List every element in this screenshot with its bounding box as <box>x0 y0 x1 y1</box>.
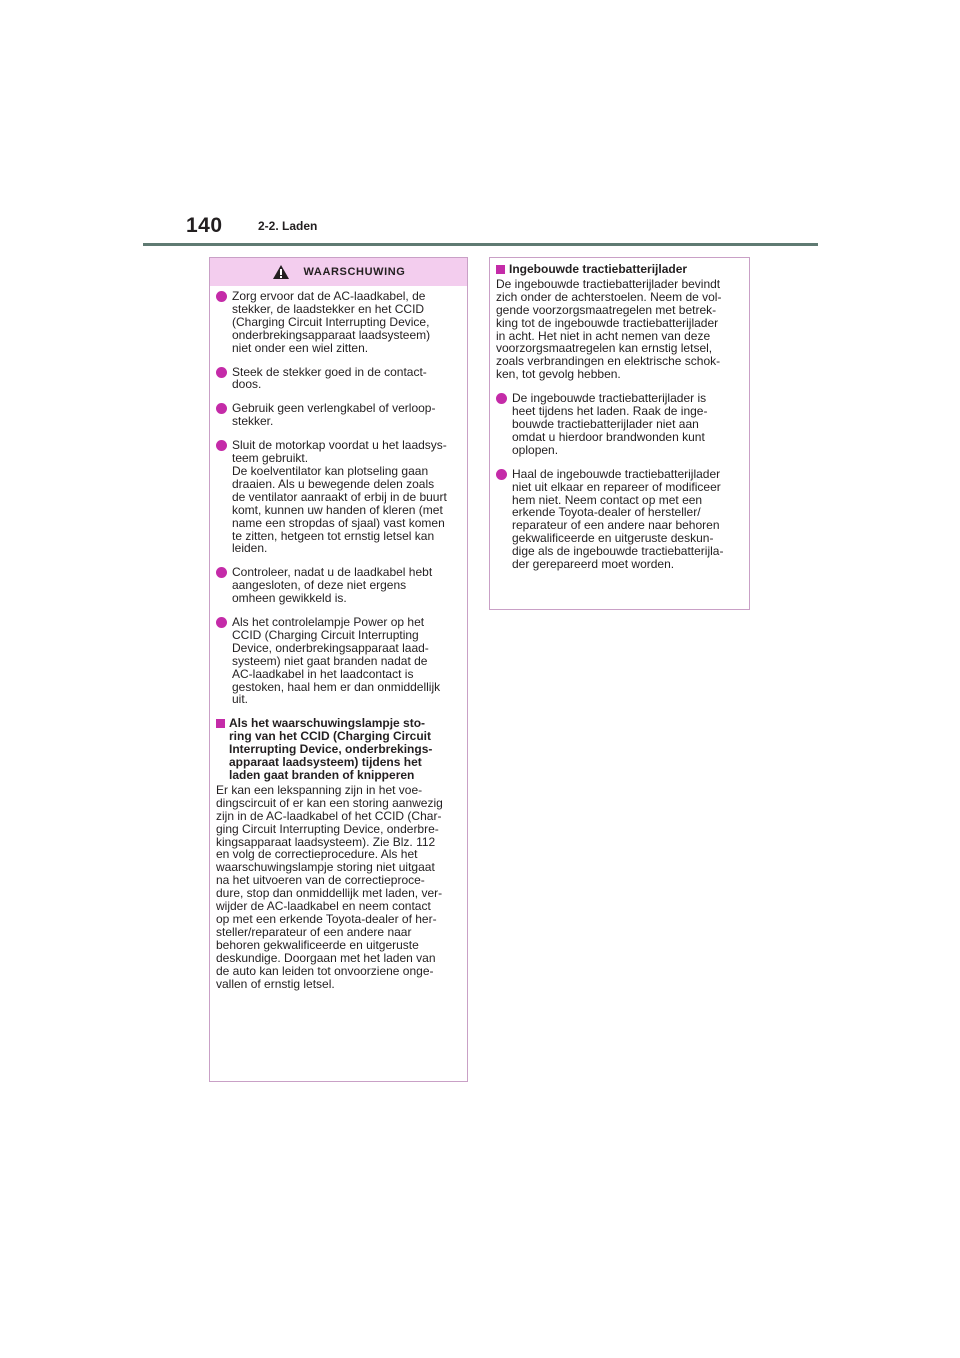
warning-item <box>216 566 461 605</box>
warning-item <box>216 616 461 706</box>
section-title: 2-2. Laden <box>258 219 318 233</box>
warning-item <box>216 290 461 355</box>
charger-item <box>496 392 743 457</box>
bullet-dot-icon <box>216 367 227 378</box>
page-number: 140 <box>186 214 223 237</box>
warning-title: WAARSCHUWING <box>303 266 406 278</box>
bullet-dot-icon <box>496 393 507 404</box>
warning-box <box>209 257 468 1082</box>
charger-body: De ingebouwde tractiebatterijlader bevindt zich onder de achterstoelen. Neem de vol- gende voorzorgsmaatregelen met betrek- king tot de ingebouwde tractiebatterijlader in acht. Het niet in acht nemen van deze voorzorgsmaatregelen kan ernstig letsel, zoals verbrandingen en elektrische schok- ken, tot gevolg hebben. <box>496 276 722 382</box>
charger-item-text: Haal de ingebouwde tractiebatterijlader niet uit elkaar en repareer of modificeer hem niet. Neem contact op met een erkende Toyota-dealer of hersteller/ reparateur of een andere naar behoren gekwalificeerde en uitgeruste deskun- dige als de ingebouwde tractiebatterijla- der gerepareerd moet worden. <box>512 466 724 572</box>
warning-item-text: Steek de stekker goed in de contact- doos. <box>232 364 427 392</box>
warning-item-text: Sluit de motorkap voordat u het laadsys- teem gebruikt. De koelventilator kan plotseling gaan draaien. Als u bewegende delen zoals de ventilator aanraakt of erbij in de buurt komt, kunnen uw handen of kleren (met name een stropdas of sjaal) vast komen te zitten, hetgeen tot ernstig letsel kan leiden. <box>232 438 447 556</box>
square-bullet-icon <box>496 265 505 274</box>
warning-item <box>216 366 461 392</box>
square-bullet-icon <box>216 719 225 728</box>
warning-header <box>210 258 467 286</box>
bullet-dot-icon <box>216 403 227 414</box>
warning-item-text: Gebruik geen verlengkabel of verloop- stekker. <box>232 401 436 429</box>
bullet-dot-icon <box>216 617 227 628</box>
header-rule <box>143 243 818 246</box>
warning-triangle-icon <box>272 264 290 280</box>
warning-item <box>216 402 461 428</box>
subsection-heading <box>216 717 461 782</box>
warning-item <box>216 439 461 555</box>
subsection-heading-text: Als het waarschuwingslampje sto- ring van het CCID (Charging Circuit Interrupting Device, onderbrekings- apparaat laadsysteem) tijdens het laden gaat branden of knipperen <box>229 716 433 782</box>
bullet-dot-icon <box>216 567 227 578</box>
bullet-dot-icon <box>216 440 227 451</box>
warning-item-text: Controleer, nadat u de laadkabel hebt aangesloten, of deze niet ergens omheen gewikkeld is. <box>232 565 433 606</box>
subsection-body: Er kan een lekspanning zijn in het voe- dingscircuit of er kan een storing aanwezig zijn in de AC-laadkabel of het CCID (Char- ging Circuit Interrupting Device, onderbre- kingsapparaat laadsysteem). Zie Blz. 112 en volg de correctieprocedure. Als het waarschuwingslampje storing niet uitgaat na het uitvoeren van de correctieproce- dure, stop dan onmiddellijk met laden, ver- wijder de AC-laadkabel en neem contact op met een erkende Toyota-dealer of her- steller/reparateur of een andere naar behoren gekwalificeerde en uitgeruste deskundige. Doorgaan met het laden van de auto kan leiden tot onvoorziene onge- vallen of ernstig letsel. <box>216 782 443 991</box>
charger-item-text: De ingebouwde tractiebatterijlader is heet tijdens het laden. Raak de inge- bouwde tractiebatterijlader niet aan omdat u hierdoor brandwonden kunt oplopen. <box>512 391 708 457</box>
charger-item <box>496 468 743 571</box>
warning-item-text: Zorg ervoor dat de AC-laadkabel, de stekker, de laadstekker en het CCID (Charging Circuit Interrupting Device, onderbrekingsapparaat laadsysteem) niet onder een wiel zitten. <box>232 289 431 355</box>
charger-heading-text: Ingebouwde tractiebatterijlader <box>509 262 688 276</box>
charger-box <box>489 257 750 610</box>
warning-item-text: Als het controlelampje Power op het CCID (Charging Circuit Interrupting Device, onderbrekingsapparaat laad- systeem) niet gaat branden nadat de AC-laadkabel in het laadcontact is gestoken, haal hem er dan onmiddellijk uit. <box>232 615 441 707</box>
bullet-dot-icon <box>216 291 227 302</box>
bullet-dot-icon <box>496 469 507 480</box>
charger-heading <box>496 263 743 276</box>
